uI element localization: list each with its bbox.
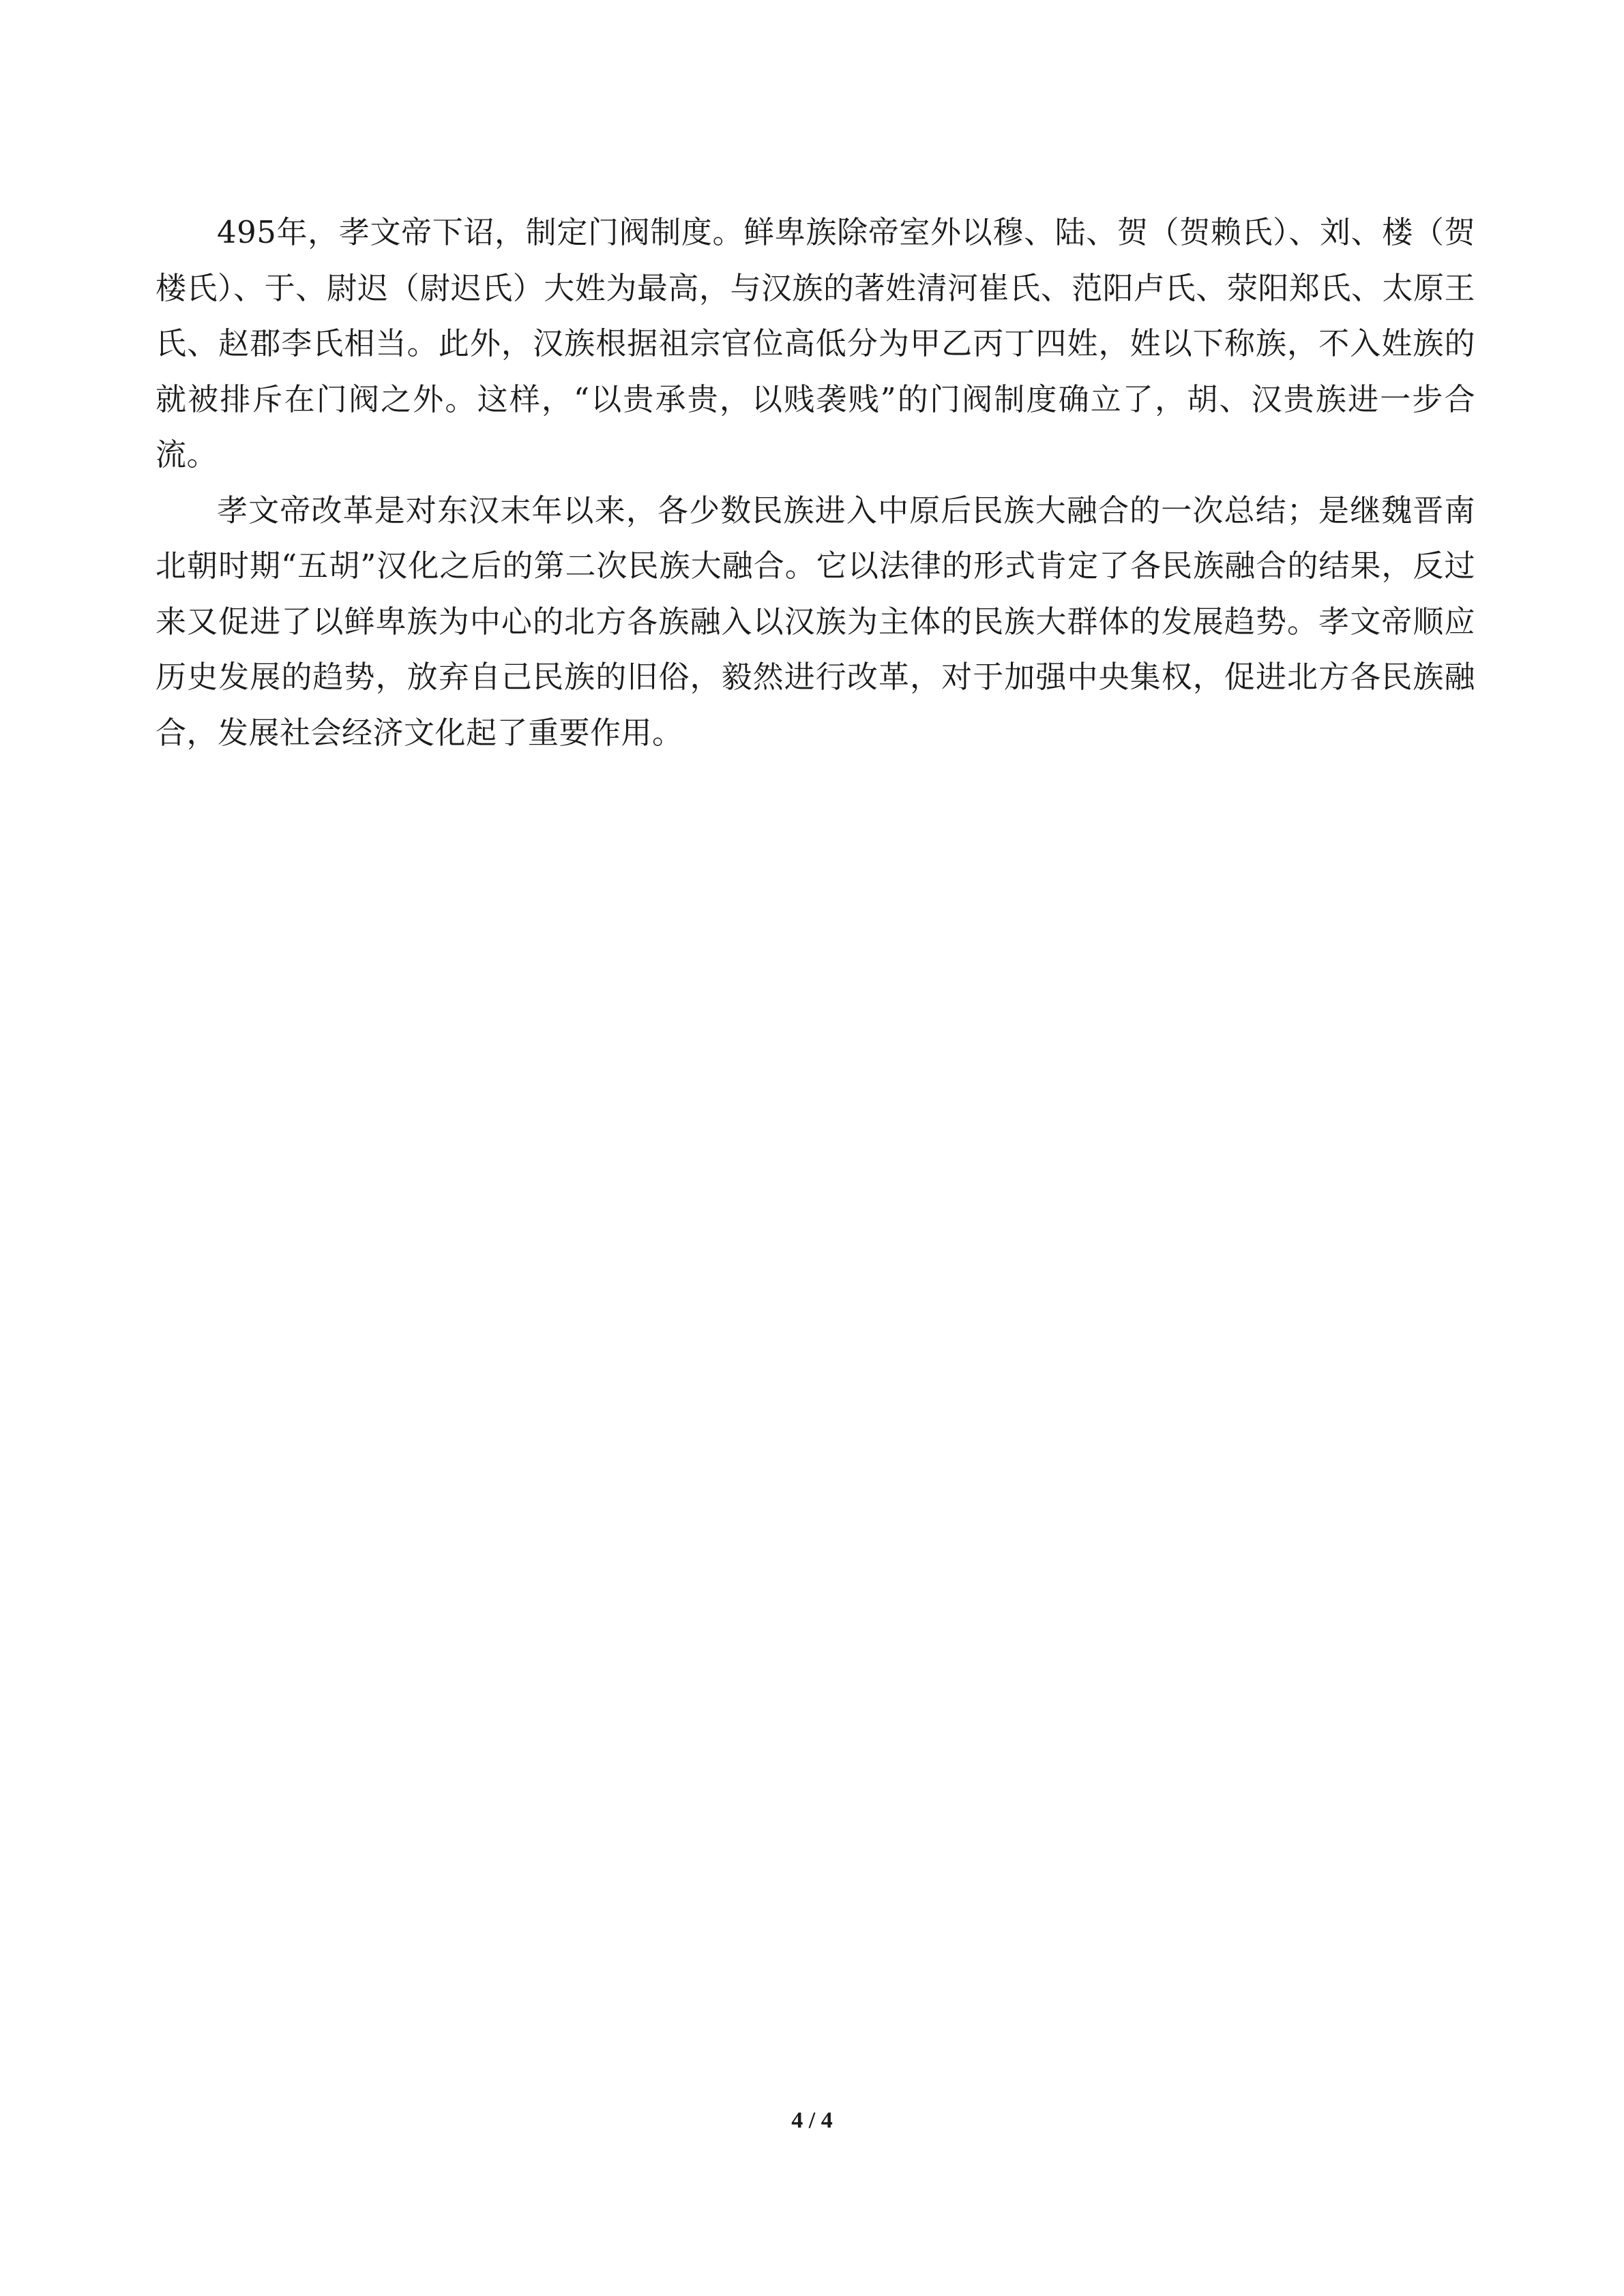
document-body xyxy=(156,205,1475,760)
paragraph-menfa-system: 495年，孝文帝下诏，制定门阀制度。鲜卑族除帝室外以穆、陆、贺（贺赖氏）、刘、楼（贺楼氏）、于、尉迟（尉迟氏）大姓为最高，与汉族的著姓清河崔氏、范阳卢氏、荥阳郑氏、太原王氏、赵郡李氏相当。此外，汉族根据祖宗官位高低分为甲乙丙丁四姓，姓以下称族，不入姓族的就被排斥在门阀之外。这样，“以贵承贵，以贱袭贱”的门阀制度确立了，胡、汉贵族进一步合流。 xyxy=(156,214,1475,473)
paragraph-reform-summary: 孝文帝改革是对东汉末年以来，各少数民族进入中原后民族大融合的一次总结；是继魏晋南北朝时期“五胡”汉化之后的第二次民族大融合。它以法律的形式肯定了各民族融合的结果，反过来又促进了以鲜卑族为中心的北方各族融入以汉族为主体的民族大群体的发展趋势。孝文帝顺应历史发展的趋势，放弃自己民族的旧俗，毅然进行改革，对于加强中央集权，促进北方各民族融合，发展社会经济文化起了重要作用。 xyxy=(156,492,1475,751)
page-number: 4 / 4 xyxy=(791,2108,833,2133)
